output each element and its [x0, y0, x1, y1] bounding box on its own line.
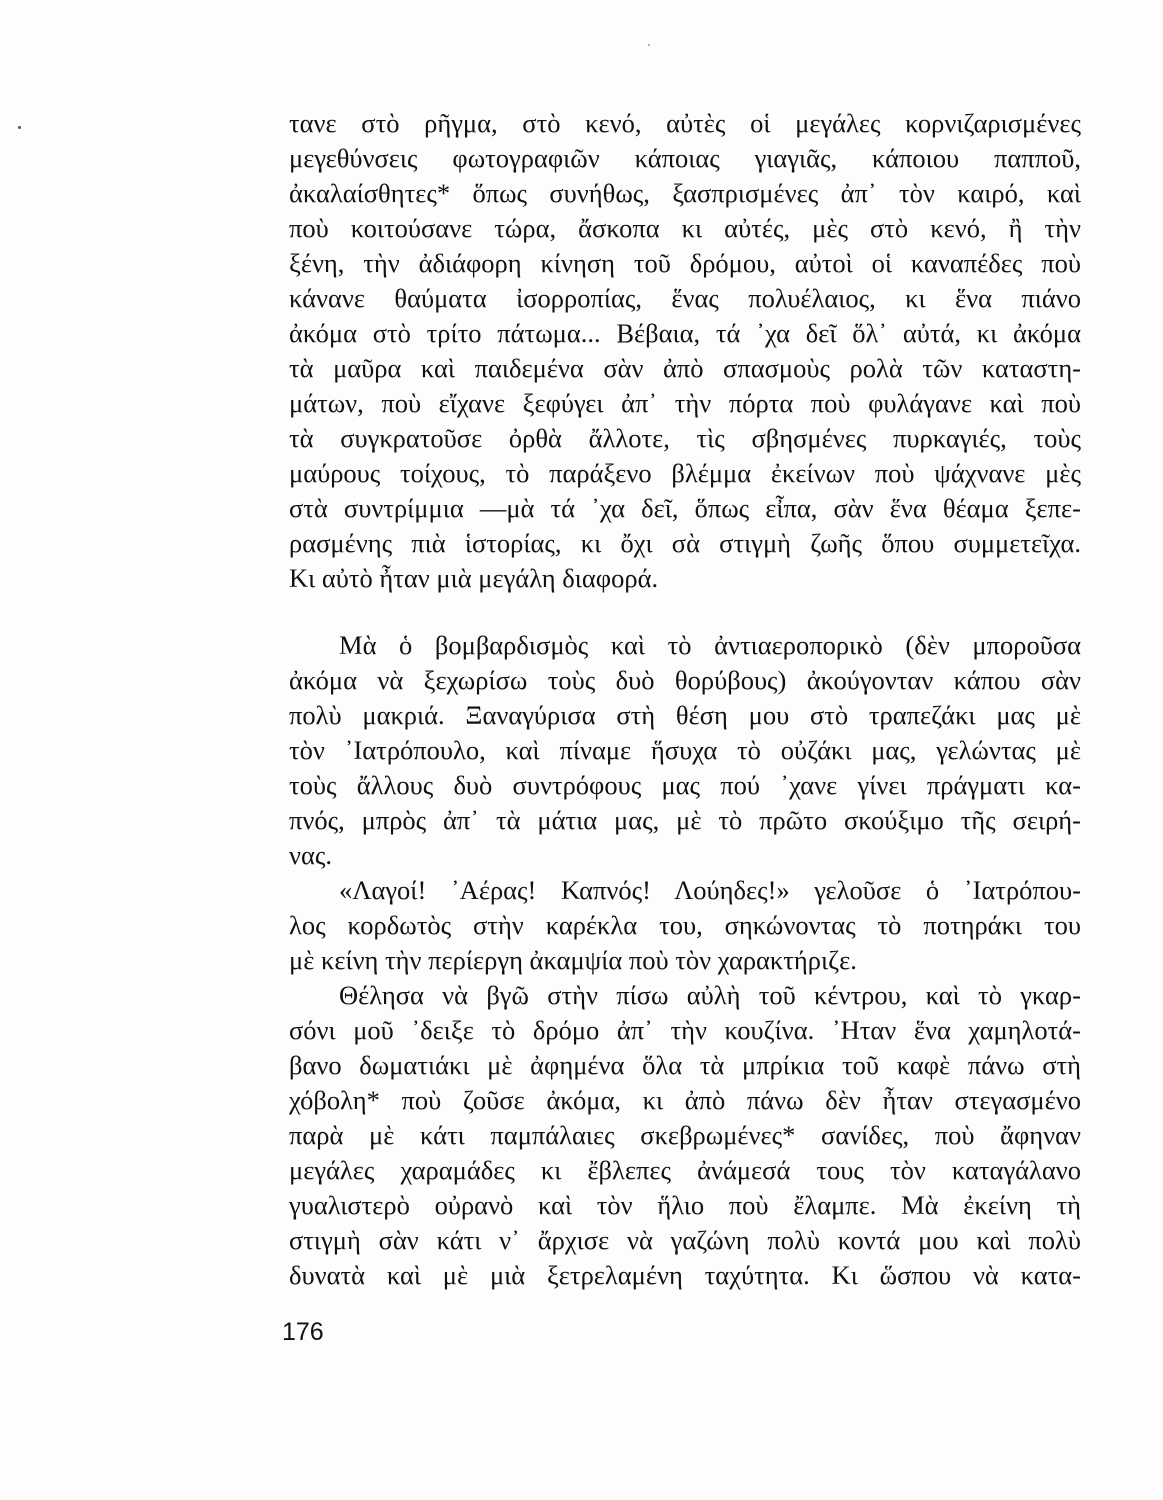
text-line: λος κορδωτὸς στὴν καρέκλα του, σηκώνοντας τὸ ποτηράκι του	[289, 910, 1081, 940]
text-line: τοὺς ἄλλους δυὸ συντρόφους μας πού ᾿χανε γίνει πράγματι κα-	[289, 770, 1081, 800]
text-line: νας.	[289, 840, 332, 870]
text-line: τὰ μαῦρα καὶ παιδεμένα σὰν ἀπὸ σπασμοὺς ρολὰ τῶν καταστη-	[289, 353, 1081, 383]
text-line: βανο δωματιάκι μὲ ἀφημένα ὅλα τὰ μπρίκια τοῦ καφὲ πάνω στὴ	[289, 1050, 1081, 1080]
text-line: ποὺ κοιτούσανε τώρα, ἄσκοπα κι αὐτές, μὲς στὸ κενό, ἢ τὴν	[289, 213, 1081, 243]
text-line: τὰ συγκρατοῦσε ὀρθὰ ἄλλοτε, τὶς σβησμένες πυρκαγιές, τοὺς	[289, 423, 1081, 453]
text-line: Μὰ ὁ βομβαρδισμὸς καὶ τὸ ἀντιαεροπορικὸ (δὲν μποροῦσα	[339, 630, 1081, 660]
text-line: χόβολη* ποὺ ζοῦσε ἀκόμα, κι ἀπὸ πάνω δὲν ἦταν στεγασμένο	[289, 1085, 1081, 1115]
text-line: στιγμὴ σὰν κάτι ν᾿ ἄρχισε νὰ γαζώνη πολὺ κοντά μου καὶ πολὺ	[289, 1225, 1081, 1255]
text-line: κάνανε θαύματα ἰσορροπίας, ἕνας πολυέλαιος, κι ἕνα πιάνο	[289, 283, 1081, 313]
text-line: πολὺ μακριά. Ξαναγύρισα στὴ θέση μου στὸ τραπεζάκι μας μὲ	[289, 700, 1081, 730]
paragraph	[289, 978, 1081, 1293]
text-line: γυαλιστερὸ οὐρανὸ καὶ τὸν ἥλιο ποὺ ἔλαμπε. Μὰ ἐκείνη τὴ	[289, 1190, 1081, 1220]
text-line: τὸν ᾿Ιατρόπουλο, καὶ πίναμε ἥσυχα τὸ οὐζάκι μας, γελώντας μὲ	[289, 735, 1081, 765]
scan-speck	[648, 44, 650, 46]
text-line: ἀκόμα νὰ ξεχωρίσω τοὺς δυὸ θορύβους) ἀκούγονταν κάπου σὰν	[289, 665, 1081, 695]
paragraph	[289, 628, 1081, 873]
text-line: μὲ κείνη τὴν περίεργη ἀκαμψία ποὺ τὸν χαρακτήριζε.	[289, 945, 857, 975]
text-line: δυνατὰ καὶ μὲ μιὰ ξετρελαμένη ταχύτητα. Κι ὥσπου νὰ κατα-	[289, 1260, 1081, 1290]
page-number: 176	[282, 1318, 324, 1346]
text-line: μάτων, ποὺ εἴχανε ξεφύγει ἀπ᾿ τὴν πόρτα ποὺ φυλάγανε καὶ ποὺ	[289, 388, 1081, 418]
scan-speck	[18, 126, 21, 129]
text-line: σόνι μοῦ ᾿δειξε τὸ δρόμο ἀπ᾿ τὴν κουζίνα. ᾿Ηταν ἕνα χαμηλοτά-	[289, 1015, 1081, 1045]
text-line: Κι αὐτὸ ἦταν μιὰ μεγάλη διαφορά.	[289, 563, 659, 593]
text-line: μεγεθύνσεις φωτογραφιῶν κάποιας γιαγιᾶς, κάποιου παπποῦ,	[289, 143, 1081, 173]
text-line: «Λαγοί! ᾿Αέρας! Καπνός! Λούηδες!» γελοῦσε ὁ ᾿Ιατρόπου-	[339, 875, 1081, 905]
paragraph	[289, 873, 1081, 978]
text-line: ξένη, τὴν ἀδιάφορη κίνηση τοῦ δρόμου, αὐτοὶ οἱ καναπέδες ποὺ	[289, 248, 1081, 278]
body-text	[289, 106, 1081, 1293]
text-line: τανε στὸ ρῆγμα, στὸ κενό, αὐτὲς οἱ μεγάλες κορνιζαρισμένες	[289, 108, 1081, 138]
paragraph	[289, 106, 1081, 596]
text-line: στὰ συντρίμμια —μὰ τά ᾿χα δεῖ, ὅπως εἶπα, σὰν ἕνα θέαμα ξεπε-	[289, 493, 1081, 523]
text-line: ἀκόμα στὸ τρίτο πάτωμα... Βέβαια, τά ᾿χα δεῖ ὅλ᾿ αὐτά, κι ἀκόμα	[289, 318, 1081, 348]
text-line: Θέλησα νὰ βγῶ στὴν πίσω αὐλὴ τοῦ κέντρου, καὶ τὸ γκαρ-	[339, 980, 1081, 1010]
text-line: πνός, μπρὸς ἀπ᾿ τὰ μάτια μας, μὲ τὸ πρῶτο σκούξιμο τῆς σειρή-	[289, 805, 1081, 835]
text-line: παρὰ μὲ κάτι παμπάλαιες σκεβρωμένες* σανίδες, ποὺ ἄφηναν	[289, 1120, 1081, 1150]
text-line: ἀκαλαίσθητες* ὅπως συνήθως, ξασπρισμένες ἀπ᾿ τὸν καιρό, καὶ	[289, 178, 1081, 208]
text-line: ρασμένης πιὰ ἱστορίας, κι ὄχι σὰ στιγμὴ ζωῆς ὅπου συμμετεῖχα.	[289, 528, 1081, 558]
text-line: μαύρους τοίχους, τὸ παράξενο βλέμμα ἐκείνων ποὺ ψάχνανε μὲς	[289, 458, 1081, 488]
text-line: μεγάλες χαραμάδες κι ἔβλεπες ἀνάμεσά τους τὸν καταγάλανο	[289, 1155, 1081, 1185]
